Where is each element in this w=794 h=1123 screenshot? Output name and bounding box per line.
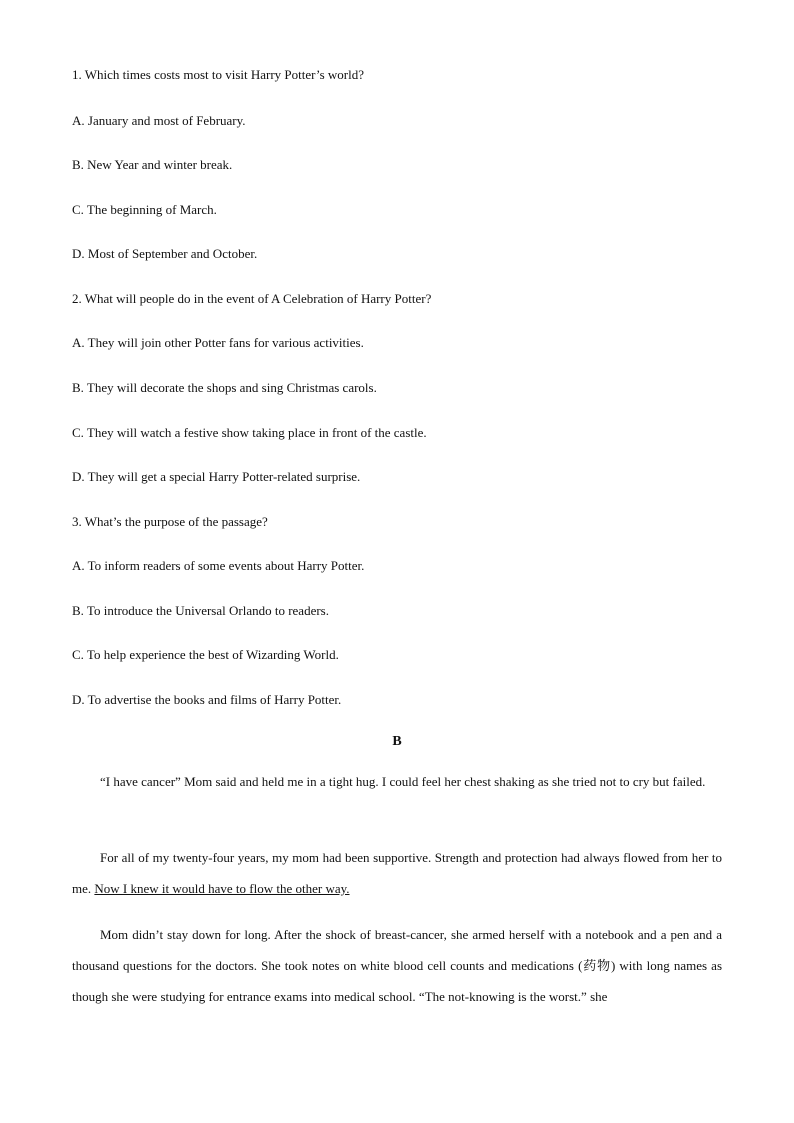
question-1-option-b: B. New Year and winter break. [72,157,233,172]
passage-paragraph-2-text: For all of my twenty-four years, my mom had been supportive. Strength and protection had always flowed from her to me. [72,850,722,896]
question-3-stem: 3. What’s the purpose of the passage? [72,514,268,529]
underlined-sentence: Now I knew it would have to flow the other way. [94,881,350,896]
question-1-option-a: A. January and most of February. [72,113,246,128]
passage-paragraph-3: Mom didn’t stay down for long. After the shock of breast-cancer, she armed herself with a notebook and a pen and a thousand questions for the doctors. She took notes on white blood cell counts and medications (药物) with long names as though she were studying for entrance exams into medical school. “The not-knowing is the worst.” she [72,927,722,1004]
question-1-option-c: C. The beginning of March. [72,202,217,217]
passage-paragraph-2 [72,842,722,904]
question-2-option-a: A. They will join other Potter fans for various activities. [72,335,364,350]
question-2-option-c: C. They will watch a festive show taking place in front of the castle. [72,425,427,440]
question-1-option-d: D. Most of September and October. [72,246,258,261]
question-3-option-b: B. To introduce the Universal Orlando to readers. [72,603,329,618]
question-3-option-c: C. To help experience the best of Wizarding World. [72,647,339,662]
question-2-stem: 2. What will people do in the event of A Celebration of Harry Potter? [72,291,432,306]
question-3-option-a: A. To inform readers of some events about Harry Potter. [72,558,365,573]
question-1-stem: 1. Which times costs most to visit Harry Potter’s world? [72,67,364,82]
section-heading: B [392,734,402,749]
passage-paragraph-1: “I have cancer” Mom said and held me in a tight hug. I could feel her chest shaking as she tried not to cry but failed. [100,774,706,789]
question-3-option-d: D. To advertise the books and films of Harry Potter. [72,692,342,707]
question-2-option-b: B. They will decorate the shops and sing Christmas carols. [72,380,377,395]
question-2-option-d: D. They will get a special Harry Potter-related surprise. [72,469,361,484]
